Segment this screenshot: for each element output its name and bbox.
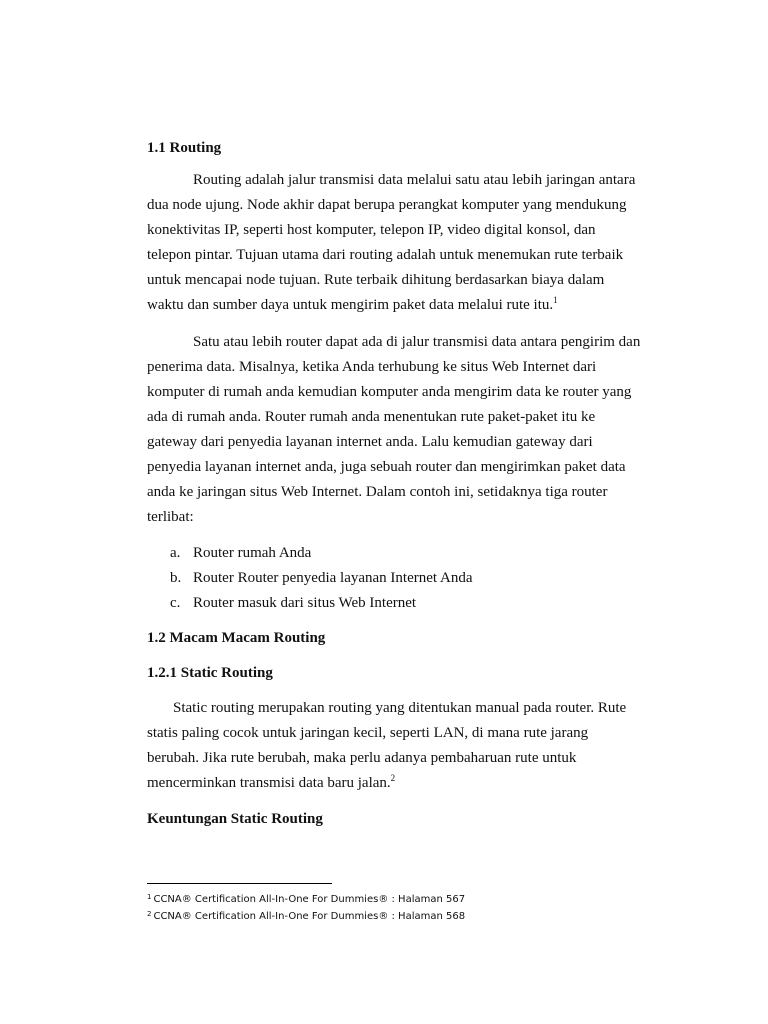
- footnote-ref-1[interactable]: 1: [553, 295, 558, 305]
- section-heading-1-2: 1.2 Macam Macam Routing: [147, 630, 326, 646]
- text-line-with-ref: [147, 293, 659, 318]
- text-line: statis paling cocok untuk jaringan kecil, seperti LAN, di mana rute jarang: [147, 725, 589, 741]
- text-line: anda ke jaringan situs Web Internet. Dalam contoh ini, setidaknya tiga router: [147, 484, 608, 500]
- list-item-text: Router masuk dari situs Web Internet: [193, 595, 417, 611]
- text-line: penerima data. Misalnya, ketika Anda terhubung ke situs Web Internet dari: [147, 359, 597, 375]
- text-line: telepon pintar. Tujuan utama dari routing adalah untuk menemukan rute terbaik: [147, 247, 624, 263]
- footnote-number: 1: [147, 893, 152, 901]
- list-item-text: Router Router penyedia layanan Internet Anda: [193, 570, 473, 586]
- footnote-2: [147, 907, 465, 924]
- text-line: ada di rumah anda. Router rumah anda menentukan rute paket-paket itu ke: [147, 409, 596, 425]
- section-heading-1-1: 1.1 Routing: [147, 140, 222, 156]
- text-line: waktu dan sumber daya untuk mengirim paket data melalui rute itu.: [147, 297, 554, 313]
- router-list: [170, 541, 473, 616]
- text-line-with-ref: [147, 771, 659, 796]
- footnote-number: 2: [147, 910, 152, 918]
- footnote-text: CCNA® Certification All-In-One For Dummies® : Halaman 568: [153, 911, 466, 922]
- text-line: komputer di rumah anda kemudian komputer anda mengirim data ke router yang: [147, 384, 632, 400]
- footnotes: [147, 890, 465, 924]
- list-marker: c.: [170, 595, 181, 611]
- section-heading-1-2-1: 1.2.1 Static Routing: [147, 665, 273, 681]
- text-line: Satu atau lebih router dapat ada di jalur transmisi data antara pengirim dan: [193, 334, 641, 350]
- text-line: konektivitas IP, seperti host komputer, telepon IP, video digital konsol, dan: [147, 222, 596, 238]
- text-line: gateway dari penyedia layanan internet anda. Lalu kemudian gateway dari: [147, 434, 593, 450]
- list-marker: a.: [170, 545, 181, 561]
- footnote-text: CCNA® Certification All-In-One For Dummies® : Halaman 567: [153, 894, 466, 905]
- footnote-divider: [147, 883, 332, 884]
- footnote-1: [147, 890, 465, 907]
- footnote-ref-2[interactable]: 2: [390, 773, 396, 783]
- text-line: untuk mencapai node tujuan. Rute terbaik dihitung berdasarkan biaya dalam: [147, 272, 605, 288]
- text-line: penyedia layanan internet anda, juga sebuah router dan mengirimkan paket data: [147, 459, 626, 475]
- paragraph-static-routing: [147, 696, 659, 796]
- text-line: Routing adalah jalur transmisi data melalui satu atau lebih jaringan antara: [193, 172, 636, 188]
- list-marker: b.: [170, 570, 182, 586]
- list-item-text: Router rumah Anda: [193, 545, 312, 561]
- list-item: [170, 566, 473, 591]
- list-item: [170, 541, 473, 566]
- list-item: [170, 591, 473, 616]
- text-line: terlibat:: [147, 509, 194, 525]
- text-line: berubah. Jika rute berubah, maka perlu adanya pembaharuan rute untuk: [147, 750, 577, 766]
- text-line: dua node ujung. Node akhir dapat berupa perangkat komputer yang mendukung: [147, 197, 627, 213]
- text-line: mencerminkan transmisi data baru jalan.: [147, 775, 391, 791]
- paragraph-routing-definition: [147, 168, 659, 318]
- subheading-keuntungan: Keuntungan Static Routing: [147, 811, 323, 827]
- paragraph-router-example: [147, 330, 659, 530]
- text-line: Static routing merupakan routing yang ditentukan manual pada router. Rute: [173, 700, 627, 716]
